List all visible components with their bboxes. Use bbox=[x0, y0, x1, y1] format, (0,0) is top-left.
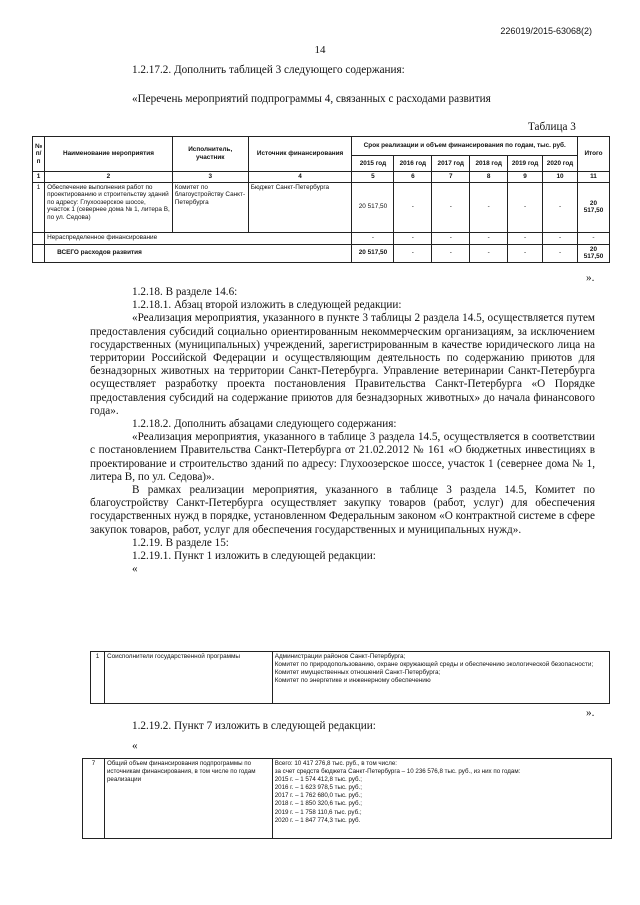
item-label: Общий объем финансирования подпрограммы по источникам финансирования, в том числе по годам реализации bbox=[104, 759, 272, 839]
item-line: 2018 г. – 1 850 320,6 тыс. руб.; bbox=[274, 800, 363, 808]
header-year: 2017 год bbox=[432, 156, 470, 172]
cell-value: - bbox=[394, 232, 432, 244]
cell-value: - bbox=[432, 232, 470, 244]
header-year: 2020 год bbox=[543, 156, 578, 172]
cell-no: 1 bbox=[33, 182, 45, 232]
header-year: 2019 год bbox=[508, 156, 543, 172]
item-content bbox=[272, 759, 611, 839]
cell-executor: Комитет по благоустройству Санкт-Петербурга bbox=[172, 182, 248, 232]
cell-total: 20 517,50 bbox=[577, 244, 609, 262]
item-line: Комитет имущественных отношений Санкт-Петербурга; bbox=[274, 669, 441, 676]
cell-total: 20 517,50 bbox=[577, 182, 609, 232]
header-source: Источник финансирования bbox=[248, 137, 352, 172]
cell-value: - bbox=[432, 244, 470, 262]
cell-value: - bbox=[470, 182, 508, 232]
item-line: 2019 г. – 1 758 110,6 тыс. руб.; bbox=[274, 808, 362, 816]
item-line: 2017 г. – 1 762 680,0 тыс. руб.; bbox=[274, 792, 363, 800]
cell-value: - bbox=[394, 182, 432, 232]
intro-line-2: «Перечень мероприятий подпрограммы 4, связанных с расходами развития bbox=[132, 93, 491, 105]
header-no: № п/п bbox=[33, 137, 45, 172]
table-row bbox=[33, 244, 610, 262]
item-line: 2016 г. – 1 623 978,5 тыс. руб.; bbox=[274, 784, 363, 792]
table-3 bbox=[32, 136, 610, 263]
body-text bbox=[90, 286, 595, 576]
page-number: 14 bbox=[314, 44, 326, 56]
item-line: 2020 г. – 1 847 774,3 тыс. руб. bbox=[274, 816, 361, 824]
item-content bbox=[272, 652, 609, 704]
item-line: Комитет по энергетике и инженерному обеспечению bbox=[274, 677, 431, 684]
item-label: Соисполнители государственной программы bbox=[104, 652, 272, 704]
col-number: 5 bbox=[352, 172, 394, 183]
cell-value: - bbox=[470, 232, 508, 244]
cell-label: Нераспределенное финансирование bbox=[45, 232, 352, 244]
header-year: 2016 год bbox=[394, 156, 432, 172]
table-label: Таблица 3 bbox=[528, 121, 576, 133]
paragraph: «Реализация мероприятия, указанного в таблице 3 раздела 14.5, осуществляется в соответствии с постановлением Правительства Санкт-Петербурга от 21.02.2012 № 161 «О бюджетных инвестициях в проектирование и строительство зданий по адресу: Глухоозерское шоссе, участок 1 (севернее дома № 1, литера В, по ул. Седова)». bbox=[90, 431, 595, 483]
cell-value: - bbox=[352, 232, 394, 244]
col-number: 4 bbox=[248, 172, 352, 183]
paragraph: 1.2.18.2. Дополнить абзацами следующего содержания: bbox=[132, 418, 397, 431]
opening-quote: « bbox=[132, 740, 138, 752]
paragraph: 1.2.18.1. Абзац второй изложить в следующей редакции: bbox=[132, 299, 402, 312]
cell-value: - bbox=[543, 232, 578, 244]
col-number: 3 bbox=[172, 172, 248, 183]
header-period: Срок реализации и объем финансирования по годам, тыс. руб. bbox=[352, 137, 577, 156]
item-line: 2015 г. – 1 574 412,8 тыс. руб.; bbox=[274, 776, 363, 784]
paragraph: 1.2.18. В разделе 14.6: bbox=[132, 286, 238, 298]
item-line: за счет средств бюджета Санкт-Петербурга – 10 236 576,8 тыс. руб., из них по годам: bbox=[274, 768, 521, 776]
cell-value: - bbox=[543, 244, 578, 262]
item-line: Комитет по природопользованию, охране окружающей среды и обеспечению экологической безопасности; bbox=[274, 661, 594, 668]
cell-value: - bbox=[470, 244, 508, 262]
intro-line-1: 1.2.17.2. Дополнить таблицей 3 следующего содержания: bbox=[132, 64, 405, 76]
item-line: Всего: 10 417 276,8 тыс. руб., в том числе: bbox=[274, 760, 397, 767]
col-number: 1 bbox=[33, 172, 45, 183]
cell-total: - bbox=[577, 232, 609, 244]
cell-name: Обеспечение выполнения работ по проектированию и строительству зданий по адресу: Глухоозерское шоссе, участок 1 (севернее дома № 1, литера В, по ул. Седова) bbox=[45, 182, 173, 232]
paragraph: 1.2.19. В разделе 15: bbox=[132, 536, 229, 549]
cell-value: 20 517,50 bbox=[352, 244, 394, 262]
cell-value: - bbox=[543, 182, 578, 232]
paragraph: 1.2.19.1. Пункт 1 изложить в следующей редакции: bbox=[132, 550, 376, 563]
cell-value: - bbox=[508, 244, 543, 262]
header-name: Наименование мероприятия bbox=[45, 137, 173, 172]
table-item-1 bbox=[90, 651, 610, 704]
cell-value: - bbox=[508, 232, 543, 244]
closing-quote: ». bbox=[586, 707, 595, 719]
cell-value: 20 517,50 bbox=[352, 182, 394, 232]
cell-source: Бюджет Санкт-Петербурга bbox=[248, 182, 352, 232]
col-number: 7 bbox=[432, 172, 470, 183]
header-executor: Исполнитель, участник bbox=[172, 137, 248, 172]
item-line: Администрации районов Санкт-Петербурга; bbox=[274, 653, 406, 660]
cell-value: - bbox=[394, 244, 432, 262]
paragraph: « bbox=[132, 563, 138, 576]
paragraph: «Реализация мероприятия, указанного в пункте 3 таблицы 2 раздела 14.5, осуществляется путем предоставления субсидий социально ориентированным некоммерческим организациям, за исключением государственных (муниципальных) учреждений, зарегистрированным в качестве юридического лица на территории Российской Федерации и осуществляющим деятельность по содержанию приютов для безнадзорных животных на территории Санкт-Петербурга. Управление ветеринарии Санкт-Петербурга осуществляет разработку проекта постановления Правительства Санкт-Петербурга «О Порядке предоставления субсидий на содержание приютов для безнадзорных животных» до начала финансового года». bbox=[90, 312, 595, 417]
header-year: 2015 год bbox=[352, 156, 394, 172]
document-number: 226019/2015-63068(2) bbox=[500, 26, 592, 36]
table-row bbox=[33, 232, 610, 244]
table-row bbox=[33, 182, 610, 232]
header-total: Итого bbox=[577, 137, 609, 172]
item-number: 1 bbox=[91, 652, 105, 704]
header-year: 2018 год bbox=[470, 156, 508, 172]
col-number: 6 bbox=[394, 172, 432, 183]
cell-value: - bbox=[508, 182, 543, 232]
col-number: 9 bbox=[508, 172, 543, 183]
col-number: 2 bbox=[45, 172, 173, 183]
col-number: 11 bbox=[577, 172, 609, 183]
item-number: 7 bbox=[83, 759, 105, 839]
col-number: 10 bbox=[543, 172, 578, 183]
cell-value: - bbox=[432, 182, 470, 232]
paragraph: В рамках реализации мероприятия, указанного в таблице 3 раздела 14.5, Комитет по благоустройству Санкт-Петербурга осуществляет закупку товаров (работ, услуг) для обеспечения государственных нужд в порядке, установленном Федеральным законом «О контрактной системе в сфере закупок товаров, работ, услуг для обеспечения государственных и муниципальных нужд». bbox=[90, 484, 595, 536]
col-number: 8 bbox=[470, 172, 508, 183]
table-item-7 bbox=[82, 758, 612, 839]
cell-label: ВСЕГО расходов развития bbox=[45, 244, 352, 262]
paragraph: 1.2.19.2. Пункт 7 изложить в следующей редакции: bbox=[132, 720, 376, 732]
table-closing-quote: ». bbox=[586, 272, 595, 284]
